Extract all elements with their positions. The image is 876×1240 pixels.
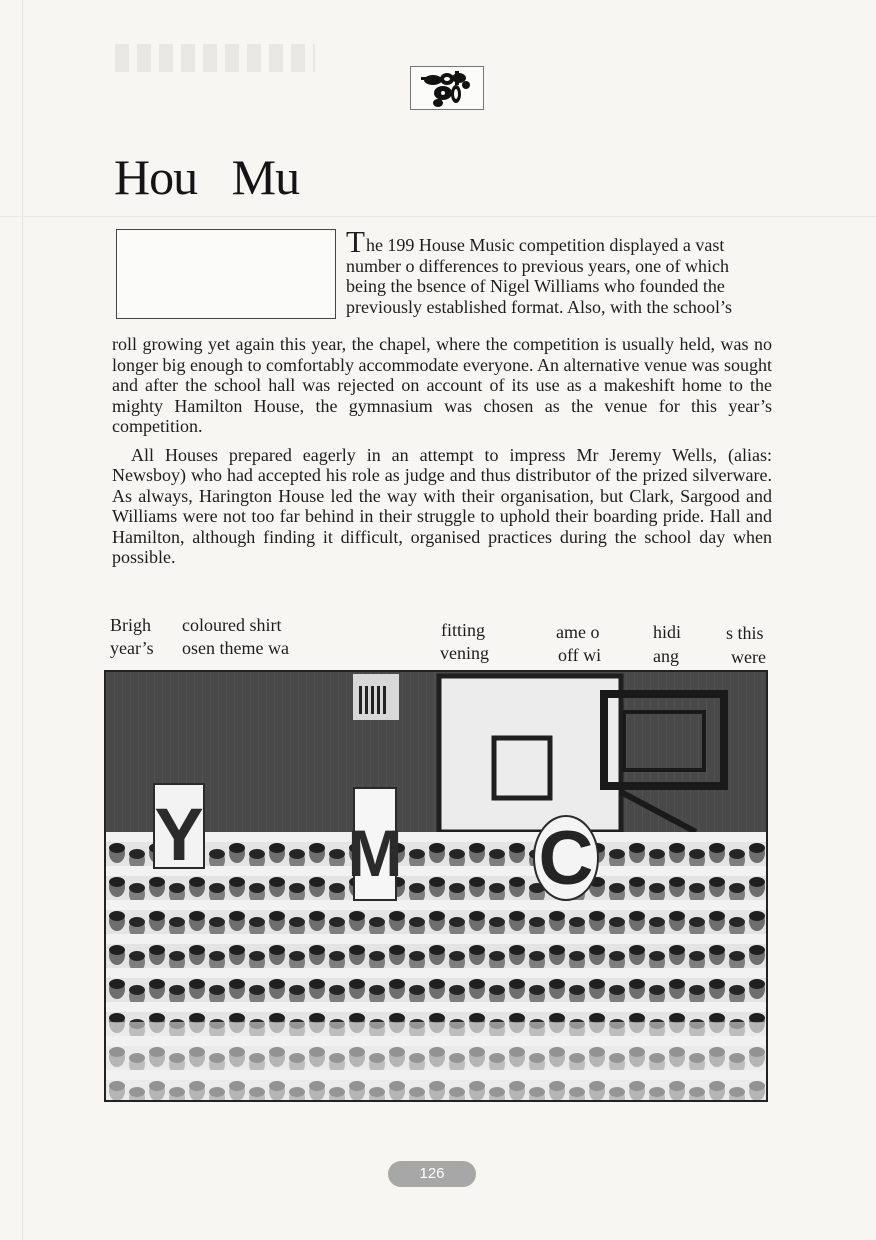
fragment-text: vening bbox=[440, 643, 489, 663]
article-title: Hou Mu bbox=[114, 149, 300, 205]
wall-vent bbox=[353, 674, 399, 720]
page-number: 126 bbox=[388, 1161, 476, 1187]
fragment-text: off wi bbox=[558, 645, 602, 665]
placard-m bbox=[348, 788, 403, 900]
fragment-text: year’s bbox=[110, 638, 154, 658]
placard-c bbox=[534, 816, 598, 901]
fragment-text: osen theme wa bbox=[182, 638, 289, 658]
fragment-text: fitting bbox=[441, 620, 485, 640]
body-line-4: previously established format. Also, with the school’s bbox=[346, 296, 732, 317]
body-line-2: number o differences to previous years, one of which bbox=[346, 255, 730, 276]
drop-cap: T bbox=[346, 224, 365, 259]
ymca-group-photo bbox=[104, 670, 768, 1102]
body-line-1 bbox=[346, 224, 772, 259]
fragment-text: hidi bbox=[653, 622, 682, 642]
bleed-through-mark bbox=[115, 44, 315, 72]
article-body bbox=[112, 334, 772, 568]
placard-y bbox=[154, 784, 204, 876]
fragment-text: ang bbox=[653, 646, 679, 666]
music-instruments-logo bbox=[410, 66, 484, 110]
scan-fold-line bbox=[0, 216, 876, 217]
body-line-3: being the bsence of Nigel Williams who founded the bbox=[346, 276, 725, 296]
intro-wrapped-text bbox=[346, 224, 772, 317]
placard-letter: M bbox=[347, 816, 403, 890]
fragment-text: Brigh bbox=[110, 615, 152, 635]
body-line-1-text: he 199 House Music competition displayed a vast bbox=[365, 235, 725, 255]
placard-letter: Y bbox=[154, 793, 204, 876]
paragraph-2: All Houses prepared eagerly in an attempt to impress Mr Jeremy Wells, (alias: Newsboy) who had accepted his role as judge and thus distributor of the prized silverware. As always, Harington House led the way with their organisation, but Clark, Sargood and Williams were not too far behind in their struggle to uphold their boarding pride. Hall and Hamilton, although finding it difficult, organised practices during the school day when possible. bbox=[112, 444, 772, 567]
fragment-text: were bbox=[731, 647, 766, 667]
fragment-text: coloured shirt bbox=[182, 615, 282, 635]
fragment-text: s this bbox=[726, 623, 764, 643]
fragment-text: ame o bbox=[556, 622, 600, 642]
paragraph-1-continued: roll growing yet again this year, the chapel, where the competition is usually held, was no longer big enough to comfortably accommodate everyone. An alternative venue was sought and after the school hall was rejected on account of its use as a makeshift home to the mighty Hamilton House, the gymnasium was chosen as the venue for this year’s competition. bbox=[112, 334, 772, 436]
caption-frame bbox=[116, 229, 336, 319]
page-edge bbox=[22, 0, 23, 1240]
placard-letter: C bbox=[538, 816, 594, 901]
